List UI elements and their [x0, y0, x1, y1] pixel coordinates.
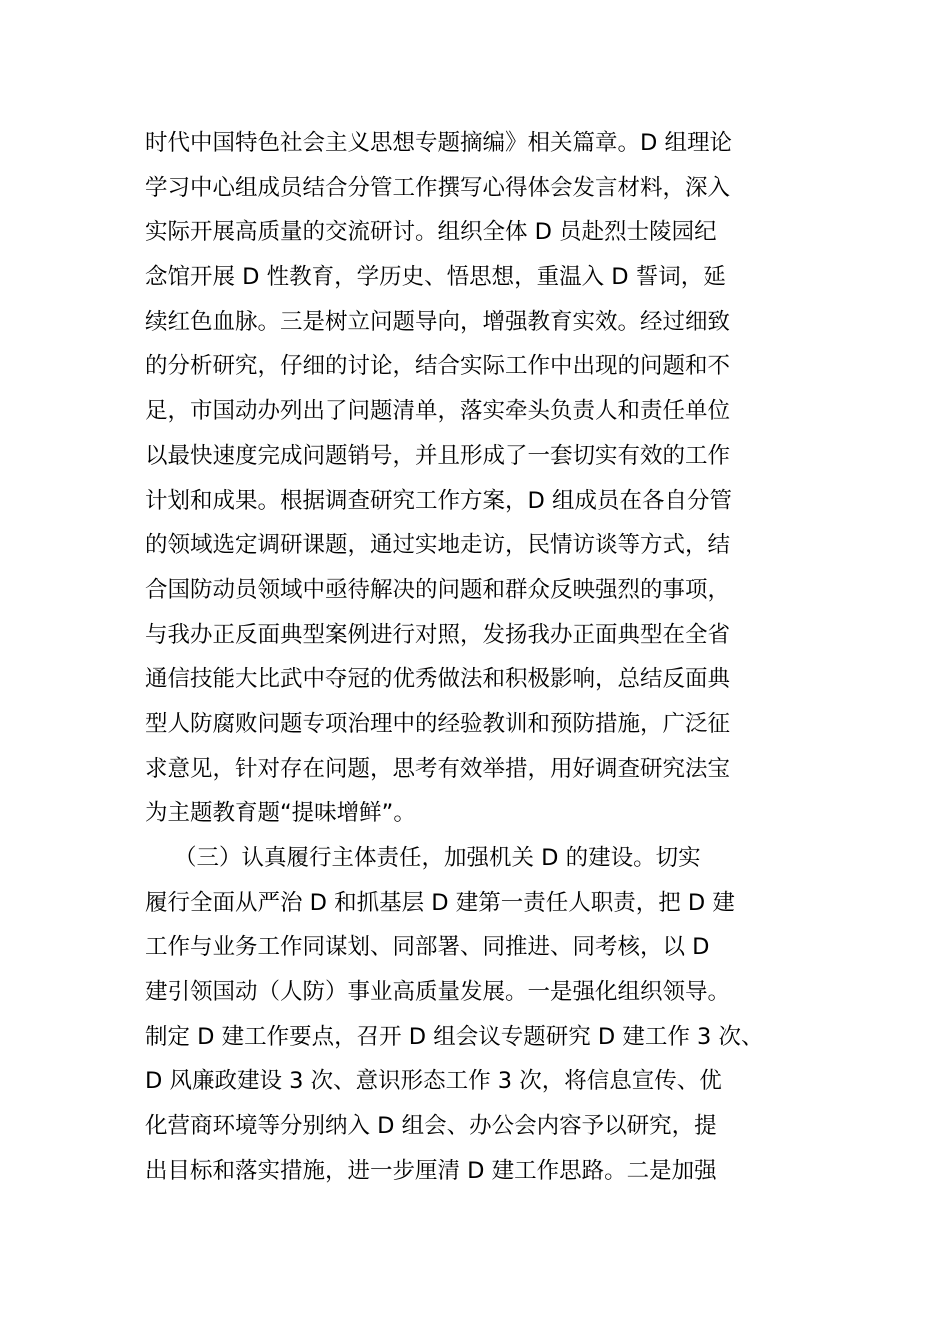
document-body-text	[145, 121, 845, 1194]
text-line: 的分析研究，仔细的讨论，结合实际工作中出现的问题和不	[145, 353, 731, 380]
text-line: 计划和成果。根据调查研究工作方案，D 组成员在各自分管	[145, 487, 732, 514]
text-line: 实际开展高质量的交流研讨。组织全体 D 员赴烈士陵园纪	[145, 219, 717, 246]
text-line: 通信技能大比武中夺冠的优秀做法和积极影响，总结反面典	[145, 666, 731, 693]
text-line: 的领域选定调研课题，通过实地走访，民情访谈等方式，结	[145, 532, 731, 559]
text-line: 续红色血脉。三是树立问题导向，增强教育实效。经过细致	[145, 308, 731, 335]
section-heading-line: （三）认真履行主体责任，加强机关 D 的建设。切实	[174, 845, 701, 871]
text-line: 足，市国动办列出了问题清单，落实牵头负责人和责任单位	[145, 398, 731, 425]
text-line: 与我办正反面典型案例进行对照，发扬我办正面典型在全省	[145, 621, 731, 648]
text-line: 型人防腐败问题专项治理中的经验教训和预防措施，广泛征	[145, 710, 731, 737]
text-line: 建引领国动（人防）事业高质量发展。一是强化组织领导。	[145, 979, 731, 1006]
text-line: 时代中国特色社会主义思想专题摘编》相关篇章。D 组理论	[145, 130, 732, 156]
text-line: 学习中心组成员结合分管工作撰写心得体会发言材料，深入	[145, 174, 731, 201]
text-line: 制定 D 建工作要点，召开 D 组会议专题研究 D 建工作 3 次、	[145, 1023, 764, 1050]
text-line: 出目标和落实措施，进一步厘清 D 建工作思路。二是加强	[145, 1157, 717, 1184]
text-line: D 风廉政建设 3 次、意识形态工作 3 次，将信息宣传、优	[145, 1068, 722, 1095]
text-line: 为主题教育题“提味增鲜”。	[145, 800, 416, 827]
text-line: 履行全面从严治 D 和抓基层 D 建第一责任人职责，把 D 建	[145, 889, 735, 916]
text-line: 工作与业务工作同谋划、同部署、同推进、同考核，以 D	[145, 934, 710, 961]
text-line: 合国防动员领域中亟待解决的问题和群众反映强烈的事项，	[145, 576, 731, 603]
text-line: 以最快速度完成问题销号，并且形成了一套切实有效的工作	[145, 442, 731, 469]
text-line: 念馆开展 D 性教育，学历史、悟思想，重温入 D 誓词，延	[145, 264, 726, 291]
text-line: 化营商环境等分别纳入 D 组会、办公会内容予以研究，提	[145, 1113, 717, 1140]
text-line: 求意见，针对存在问题，思考有效举措，用好调查研究法宝	[145, 755, 731, 782]
